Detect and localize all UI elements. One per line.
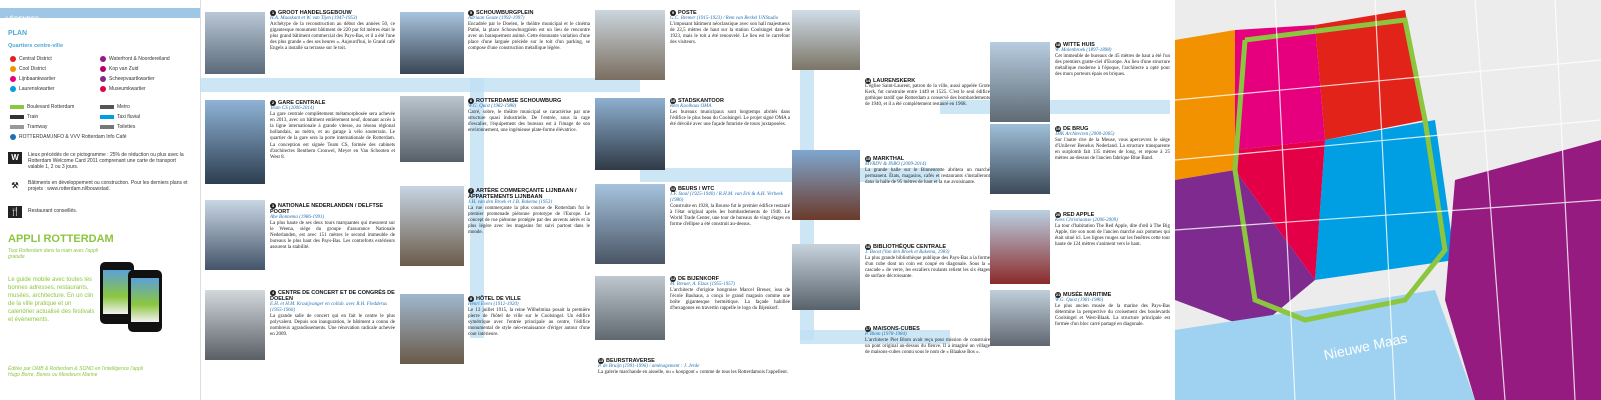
entry-body: Cet immeuble de bureaux de 45 mètres de haut a été l'un des premiers gratte-ciel d'Europe. Au lieu d'une structure métallique moderne à l'époque, l'architecte a opté pour des murs porteurs épais en briques. <box>1055 54 1170 78</box>
transport-item <box>100 124 135 130</box>
entry-number: 4 <box>271 290 275 295</box>
photo-stadhuis <box>400 294 464 364</box>
entry-2 <box>270 100 395 161</box>
note-restaurant: Restaurant conseillés. <box>28 208 78 214</box>
district-dot <box>100 56 106 62</box>
entry-number: 13 <box>598 358 604 363</box>
entry-number: 9 <box>671 10 675 15</box>
entry-body: Archétype de la reconstruction au début des années 50, ce gigantesque monument bâtiment de 220 par 84 mètres était le plus grand bâtiment commercial des Pays-Bas, et il a été l'une des plus grande « des ses heures ». Aujourd'hui, le Grand café Engels a installé sa terrasse sur le toit. <box>270 22 395 52</box>
entry-6 <box>468 98 590 134</box>
entry-title: BEURS / WTC <box>678 186 715 192</box>
entry-number: 8 <box>469 296 473 301</box>
transport-item <box>100 104 130 110</box>
entry-author: Kees Christiaanse (2006-2009) <box>1055 218 1118 223</box>
transport-label: Boulevard Rotterdam <box>27 104 75 110</box>
transport-item <box>10 114 38 120</box>
entry-number: 1 <box>271 10 275 15</box>
legend-panel <box>0 0 201 400</box>
phone-image <box>128 270 162 332</box>
district-label: Museumkwartier <box>109 86 146 92</box>
transport-label: Metro <box>117 104 130 110</box>
entry-17 <box>865 326 990 356</box>
entry-author: Team CS (2006-2014) <box>270 106 314 111</box>
vvv-label: ROTTERDAM.INFO & VVV Rotterdam Info Café <box>19 134 127 140</box>
entry-number: 12 <box>670 276 676 281</box>
entry-20 <box>1055 212 1170 248</box>
app-body: Le guide mobile avec toutes les bonnes adresses, restaurants, musées, architecture. En un clin de la ville pratique et un calendrier actualisé des festivals et événements. <box>8 277 95 323</box>
info-icon <box>10 134 16 140</box>
entry-number: 14 <box>865 78 871 83</box>
app-title: APPLI ROTTERDAM <box>8 233 114 245</box>
photo-gare-centrale <box>205 100 265 184</box>
district-label: Laurenskwartier <box>19 86 55 92</box>
entry-author: P. de Bruijn (1991-1996) / aménagement : J. Jerde <box>598 364 700 369</box>
district-dot <box>100 66 106 72</box>
photo-poste <box>595 10 665 80</box>
water-taxi-icon <box>100 115 114 119</box>
district-item <box>10 66 46 72</box>
transport-label: Tramway <box>27 124 48 130</box>
entry-body: La gare centrale complètement métamorphosée sera achevée en 2013, avec un bâtiment entièrement neuf, donnant accès à la ligne internationale à grande vitesse, au réseau régional hollandais, au métro, et au garage à vélo souterrain. Le quartier de la gare sera la porte internationale de Rotterdam. La conception est signée Team CS, formée des cabinets d'architectes Benthem Crouwel, Meyer en Van Schooten et West 8. <box>270 112 395 160</box>
entry-body: L'église Saint-Laurent, patron de la ville, aussi appelée Grote Kerk, fut construite entre 1449 et 1525. C'est le seul édifice gothique tardif que Rotterdam a conservé des bombardements de 1940, et il a été complètement restauré en 1968. <box>865 84 990 108</box>
welcome-card-icon: W <box>8 152 22 164</box>
photo-laurenskerk <box>792 10 860 70</box>
transport-item <box>10 104 74 110</box>
entry-body: Carré, sobre, le théâtre municipal se caractérise par une structure quasi industrielle. De l'entrée, sous la cage d'escalier, l'équipement des bureaux est à l'image de son environnement, une ingénieuse plate-forme élévatrice. <box>468 110 590 134</box>
entry-author: Adriaan Geuze (1992-1997) <box>468 16 525 21</box>
district-label: Cool District <box>19 66 46 72</box>
entry-number: 10 <box>670 98 676 103</box>
restaurant-icon: 🍴 <box>8 206 22 218</box>
tram-icon <box>10 125 24 129</box>
photo-bijenkorf <box>595 276 665 340</box>
district-label: Scheepvaartkwartier <box>109 76 155 82</box>
entry-author: Abe Bonnema (1986-1991) <box>270 215 325 220</box>
entry-7 <box>468 188 590 237</box>
entry-number: 19 <box>1055 126 1061 131</box>
entry-19 <box>1055 126 1170 162</box>
entry-body: L'imposant bâtiment néoclassique avec son hall majestueux de 22,5 mètres de haut sur la station Coolsingel date de 1923, mais le toit a été renouvelé. Le lieu est le carrefour des visiteurs. <box>670 22 790 46</box>
entry-author: J.H. van den Broek et J.B. Bakema (1953) <box>468 200 553 205</box>
entry-1 <box>270 10 395 53</box>
legend-header: LÉGENDES <box>6 17 40 23</box>
entry-number: 18 <box>1055 42 1061 47</box>
district-label: Kop van Zuid <box>109 66 139 72</box>
entry-body: Construite en 1928, la Bourse fut le premier édifice restauré à l'état original après les bombardements de 1940. Le World Trade Center, une tour de bureaux de vingt étages en forme d'ellipse a été construit au-dessus. <box>670 204 790 228</box>
district-item <box>10 56 52 62</box>
entry-author: E.H. et H.M. Kraaijvanger en collab. avec R.H. Fledderus (1955-1966) <box>270 302 388 314</box>
entry-author: H.A. Maaskant et W. van Tijen (1947-1953) <box>270 16 358 21</box>
entry-title: DE BIJENKORF <box>678 276 719 282</box>
entry-author: J. Boost (Van den Broek et Bakema, 1983) <box>865 250 950 255</box>
entry-author: Rem Koolhaas OMA <box>670 104 712 109</box>
entry-title: NATIONALE NEDERLANDEN / DELFTSE POORT <box>270 203 384 215</box>
district-item <box>100 56 170 62</box>
photo-schouwburgplein <box>400 12 464 74</box>
district-dot <box>100 86 106 92</box>
photo-maritiem-museum <box>990 290 1050 346</box>
entry-author: W.G. Quist (1981-1986) <box>1055 298 1104 303</box>
transport-label: Toilettes <box>117 124 136 130</box>
entry-body: La plus grande bibliothèque publique des Pays-Bas a la forme d'un cube dont un coin est coupé en diagonale. Sous la « cascade » de verre, les escaliers roulants relient les six étages de surface décroissante. <box>865 256 990 280</box>
entry-title: DE BRUG <box>1063 126 1089 132</box>
entry-11 <box>670 186 790 229</box>
transport-item <box>10 124 47 130</box>
entry-author: Henri Evers (1912-1920) <box>468 302 519 307</box>
entry-number: 6 <box>469 98 473 103</box>
entry-body: La rue commerçante la plus courue de Rotterdam fut le premier promenade piétonne prototype de l'Europe. Le concept de rue piétonne protégée par des auvents aérés et la plus légère avec les magasins fut suivi partout dans le monde. <box>468 206 590 236</box>
entry-title: RED APPLE <box>1063 212 1095 218</box>
entry-number: 5 <box>469 10 473 15</box>
entry-body: L'architecte d'origine hongroise Marcel Breuer, issu de l'école Bauhaus, a conçu le grand magasin comme une boîte gigantesque hermétique. La façade habillée d'hexagones en travertin rappelle le logo du Bijenkorf. <box>670 288 790 312</box>
entry-author: W.G. Quist (1982-1988) <box>468 104 517 109</box>
districts-subtitle: Quartiers centre-ville <box>8 43 64 49</box>
photo-groot-handelsgebouw <box>205 12 265 74</box>
entry-5 <box>468 10 590 53</box>
entry-author: M. Breuer, A. Elzas (1955-1957) <box>670 282 735 287</box>
transport-label: Taxi fluvial <box>117 114 141 120</box>
district-dot <box>10 56 16 62</box>
entry-number: 7 <box>469 188 473 193</box>
district-waterfront <box>1445 140 1601 400</box>
plan-title: PLAN <box>8 30 28 37</box>
photo-schouwburg <box>400 96 464 162</box>
entry-number: 15 <box>865 156 871 161</box>
photo-beurs-wtc <box>595 184 665 264</box>
entry-body: Encadrée par le Doelen, le théâtre municipal et le cinéma Pathé, la place Schouwburgplein est un lieu de rencontre avec un baraquement animé. Cette étonnante variation d'une place d'une larguée précède sur le toit d'un parking, se compose d'une construction métallique légère. <box>468 22 590 52</box>
entry-title: SCHOUWBURGPLEIN <box>476 10 534 16</box>
entry-number: 21 <box>1055 292 1061 297</box>
entry-10 <box>670 98 790 128</box>
entry-title: POSTE <box>678 10 697 16</box>
entry-4 <box>270 290 395 339</box>
photo-markthal <box>792 150 860 220</box>
entry-body: La galerie marchande en aisselle, ou « koopgoot » comme de tous les Rotterdamois l'appellent. <box>598 370 789 376</box>
entry-body: La grande salle de concert qui en fait le centre le plus polyvalent. Depuis son inauguration, le bâtiment a connu de nombreux agrandissements. Une rénovation radicale achevée en 2009. <box>270 314 395 338</box>
entry-body: L'architecte Piet Blom avait reçu pour mission de construire un pont original au-dessus du fleuve. Il a imaginé un village de maisons-cubes connu sous le nom de « Blaakse Bos ». <box>865 338 990 356</box>
photo-de-brug <box>990 124 1050 194</box>
entry-author: JHK Architecten (2000-2005) <box>1055 132 1115 137</box>
train-icon <box>10 115 24 119</box>
entry-author: J.F. Staal (1925-1940) / R.H.M. van Erk & A.H. Verbeek (1986) <box>670 192 783 204</box>
district-dot <box>10 86 16 92</box>
app-credit: Éditée par OMB & Rotterdam & SOND en l'intelligence l'appli Hugo Borre, Benes ou Mesdeurs Marine <box>8 366 144 378</box>
river-label: Nieuwe Maas <box>1322 329 1409 363</box>
app-subtitle: Tout Rotterdam dans la main avec l'appli gratuite <box>8 248 98 260</box>
city-map[interactable] <box>1175 0 1601 400</box>
district-label: Central District <box>19 56 52 62</box>
entry-15 <box>865 156 990 186</box>
entry-title: STADSKANTOOR <box>678 98 724 104</box>
entry-title: ARTÈRE COMMERÇANTE LIJNBAAN / APPARTEMENTS LIJNBAAN <box>468 188 577 200</box>
entry-title: HÔTEL DE VILLE <box>476 296 521 302</box>
entry-number: 11 <box>670 186 676 191</box>
photo-doelen <box>205 290 265 360</box>
map-svg <box>1175 0 1601 400</box>
entry-14 <box>865 78 990 108</box>
entry-title: BEURSTRAVERSE <box>606 358 655 364</box>
entry-body: La plus haute de ses deux tours marquantes qui mesurent sur le Weena, siège du groupe d'assurance Nationale Nederlanden, est avec 151 mètres le second immeuble de bureaux le plus haut des Pays-Bas. Les contreforts extérieurs assurent la stabilité. <box>270 221 395 251</box>
photo-lijnbaan <box>400 186 464 266</box>
legend-header-bar <box>0 8 200 23</box>
district-item <box>100 66 138 72</box>
entry-16 <box>865 244 990 280</box>
entry-title: CENTRE DE CONCERT ET DE CONGRÈS DE DOELEN <box>270 290 395 302</box>
entry-author: MVRDV & INBO (2009-2014) <box>865 162 927 167</box>
entry-18 <box>1055 42 1170 78</box>
entry-author: G.C. Bremer (1915-1923) / Rem van Berkel UNStudio <box>670 16 779 21</box>
photo-witte-huis <box>990 42 1050 122</box>
entry-body: La grande halle sur le Binnenrotte abritera un marché permanent. États, magasins, cafés et restaurants s'installeront dans la halle de 95 mètres de haut et la rue avoisinante. <box>865 168 990 186</box>
boulevard-swatch <box>10 105 24 109</box>
district-label: Waterfront & Noordereiland <box>109 56 170 62</box>
district-item <box>10 76 55 82</box>
entry-title: MAISONS-CUBES <box>873 326 920 332</box>
entry-9 <box>670 10 790 46</box>
entry-title: MARKTHAL <box>873 156 905 162</box>
route-band <box>200 78 640 92</box>
entry-body: Sur l'autre rive de la Meuse, vous apercevrez le siège d'Unilever Benelux Nederland. La structure transparente en surplomb fait 135 mètres de long, et repose à 25 mètres au-dessus de l'ancien fabrique Blue Band. <box>1055 138 1170 162</box>
entry-8 <box>468 296 590 339</box>
district-item <box>10 86 55 92</box>
toilet-icon <box>100 125 114 129</box>
note-construction: Bâtiments en développement ou construction. Pour les derniers plans et projets : www.rotterdam.nl/bouwstad. <box>28 180 188 192</box>
district-dot <box>100 76 106 82</box>
entry-21 <box>1055 292 1170 328</box>
entry-body: Le 13 juillet 1915, la reine Wilhelmina posait la première pierre de l'hôtel de ville sur le Coolsingel. Un édifice symétrique avec l'entrée principale au centre, l'édifice monumental de style néo-renaissance d'ériger autour d'une cour intérieure. <box>468 308 590 338</box>
entry-3 <box>270 203 395 252</box>
entry-number: 20 <box>1055 212 1061 217</box>
entry-body: Le plus ancien musée de la marine des Pays-Bas détermine la perspective du croisement des boulevards Coolsingel et West-Blaak. La structure principale est formée d'un bloc carré partagé en diagonale. <box>1055 304 1170 328</box>
district-dot <box>10 66 16 72</box>
entry-body: La tour d'habitation The Red Apple, dite d'œil à The Big Apple, tire son nom de l'ancien marché aux pommes qui était situé ici. Les lignes rouges sur les fenêtres cette tour haute de 124 mètres s'animent vers le haut. <box>1055 224 1170 248</box>
entry-title: LAURENSKERK <box>873 78 916 84</box>
entry-title: MUSÉE MARITIME <box>1063 292 1112 298</box>
transport-item <box>100 114 140 120</box>
entry-number: 3 <box>271 203 275 208</box>
vvv-item <box>10 134 127 140</box>
note-welcome-card: Lieux précédés de ce pictogramme : 25% de réduction ou plus avec la Rotterdam Welcome Card 2011 comprenant une carte de transport valable 1, 2 ou 3 jours. <box>28 152 184 170</box>
entry-title: GARE CENTRALE <box>278 100 326 106</box>
photo-stadskantoor <box>595 98 665 170</box>
photo-delftse-poort <box>205 200 265 270</box>
entry-number: 17 <box>865 326 871 331</box>
entry-title: ROTTERDAMSE SCHOUWBURG <box>476 98 562 104</box>
district-item <box>100 86 146 92</box>
district-dot <box>10 76 16 82</box>
entry-title: WITTE HUIS <box>1063 42 1095 48</box>
entry-body: Les bureaux municipaux sont longtemps abrités dans l'édifice le plus beau du Coolsingel. Le projet signé OMA a été dévoilé avec une façade futuriste de tours juxtaposées. <box>670 110 790 128</box>
construction-icon: ⚒ <box>8 180 22 192</box>
entry-title: BIBLIOTHÈQUE CENTRALE <box>873 244 947 250</box>
architecture-pages <box>200 0 1175 400</box>
district-item <box>100 76 155 82</box>
entry-author: P. Blom (1978-1984) <box>865 332 907 337</box>
entry-number: 16 <box>865 244 871 249</box>
district-label: Lijnbaankwartier <box>19 76 56 82</box>
photo-red-apple <box>990 210 1050 284</box>
entry-author: W. Molenbroek (1897-1898) <box>1055 48 1112 53</box>
transport-label: Train <box>27 114 39 120</box>
metro-icon <box>100 105 114 109</box>
entry-number: 2 <box>271 100 275 105</box>
entry-title: GROOT HANDELSGEBOUW <box>278 10 352 16</box>
entry-12 <box>670 276 790 312</box>
entry-13 <box>598 358 788 376</box>
photo-bibliotheek <box>792 244 860 310</box>
